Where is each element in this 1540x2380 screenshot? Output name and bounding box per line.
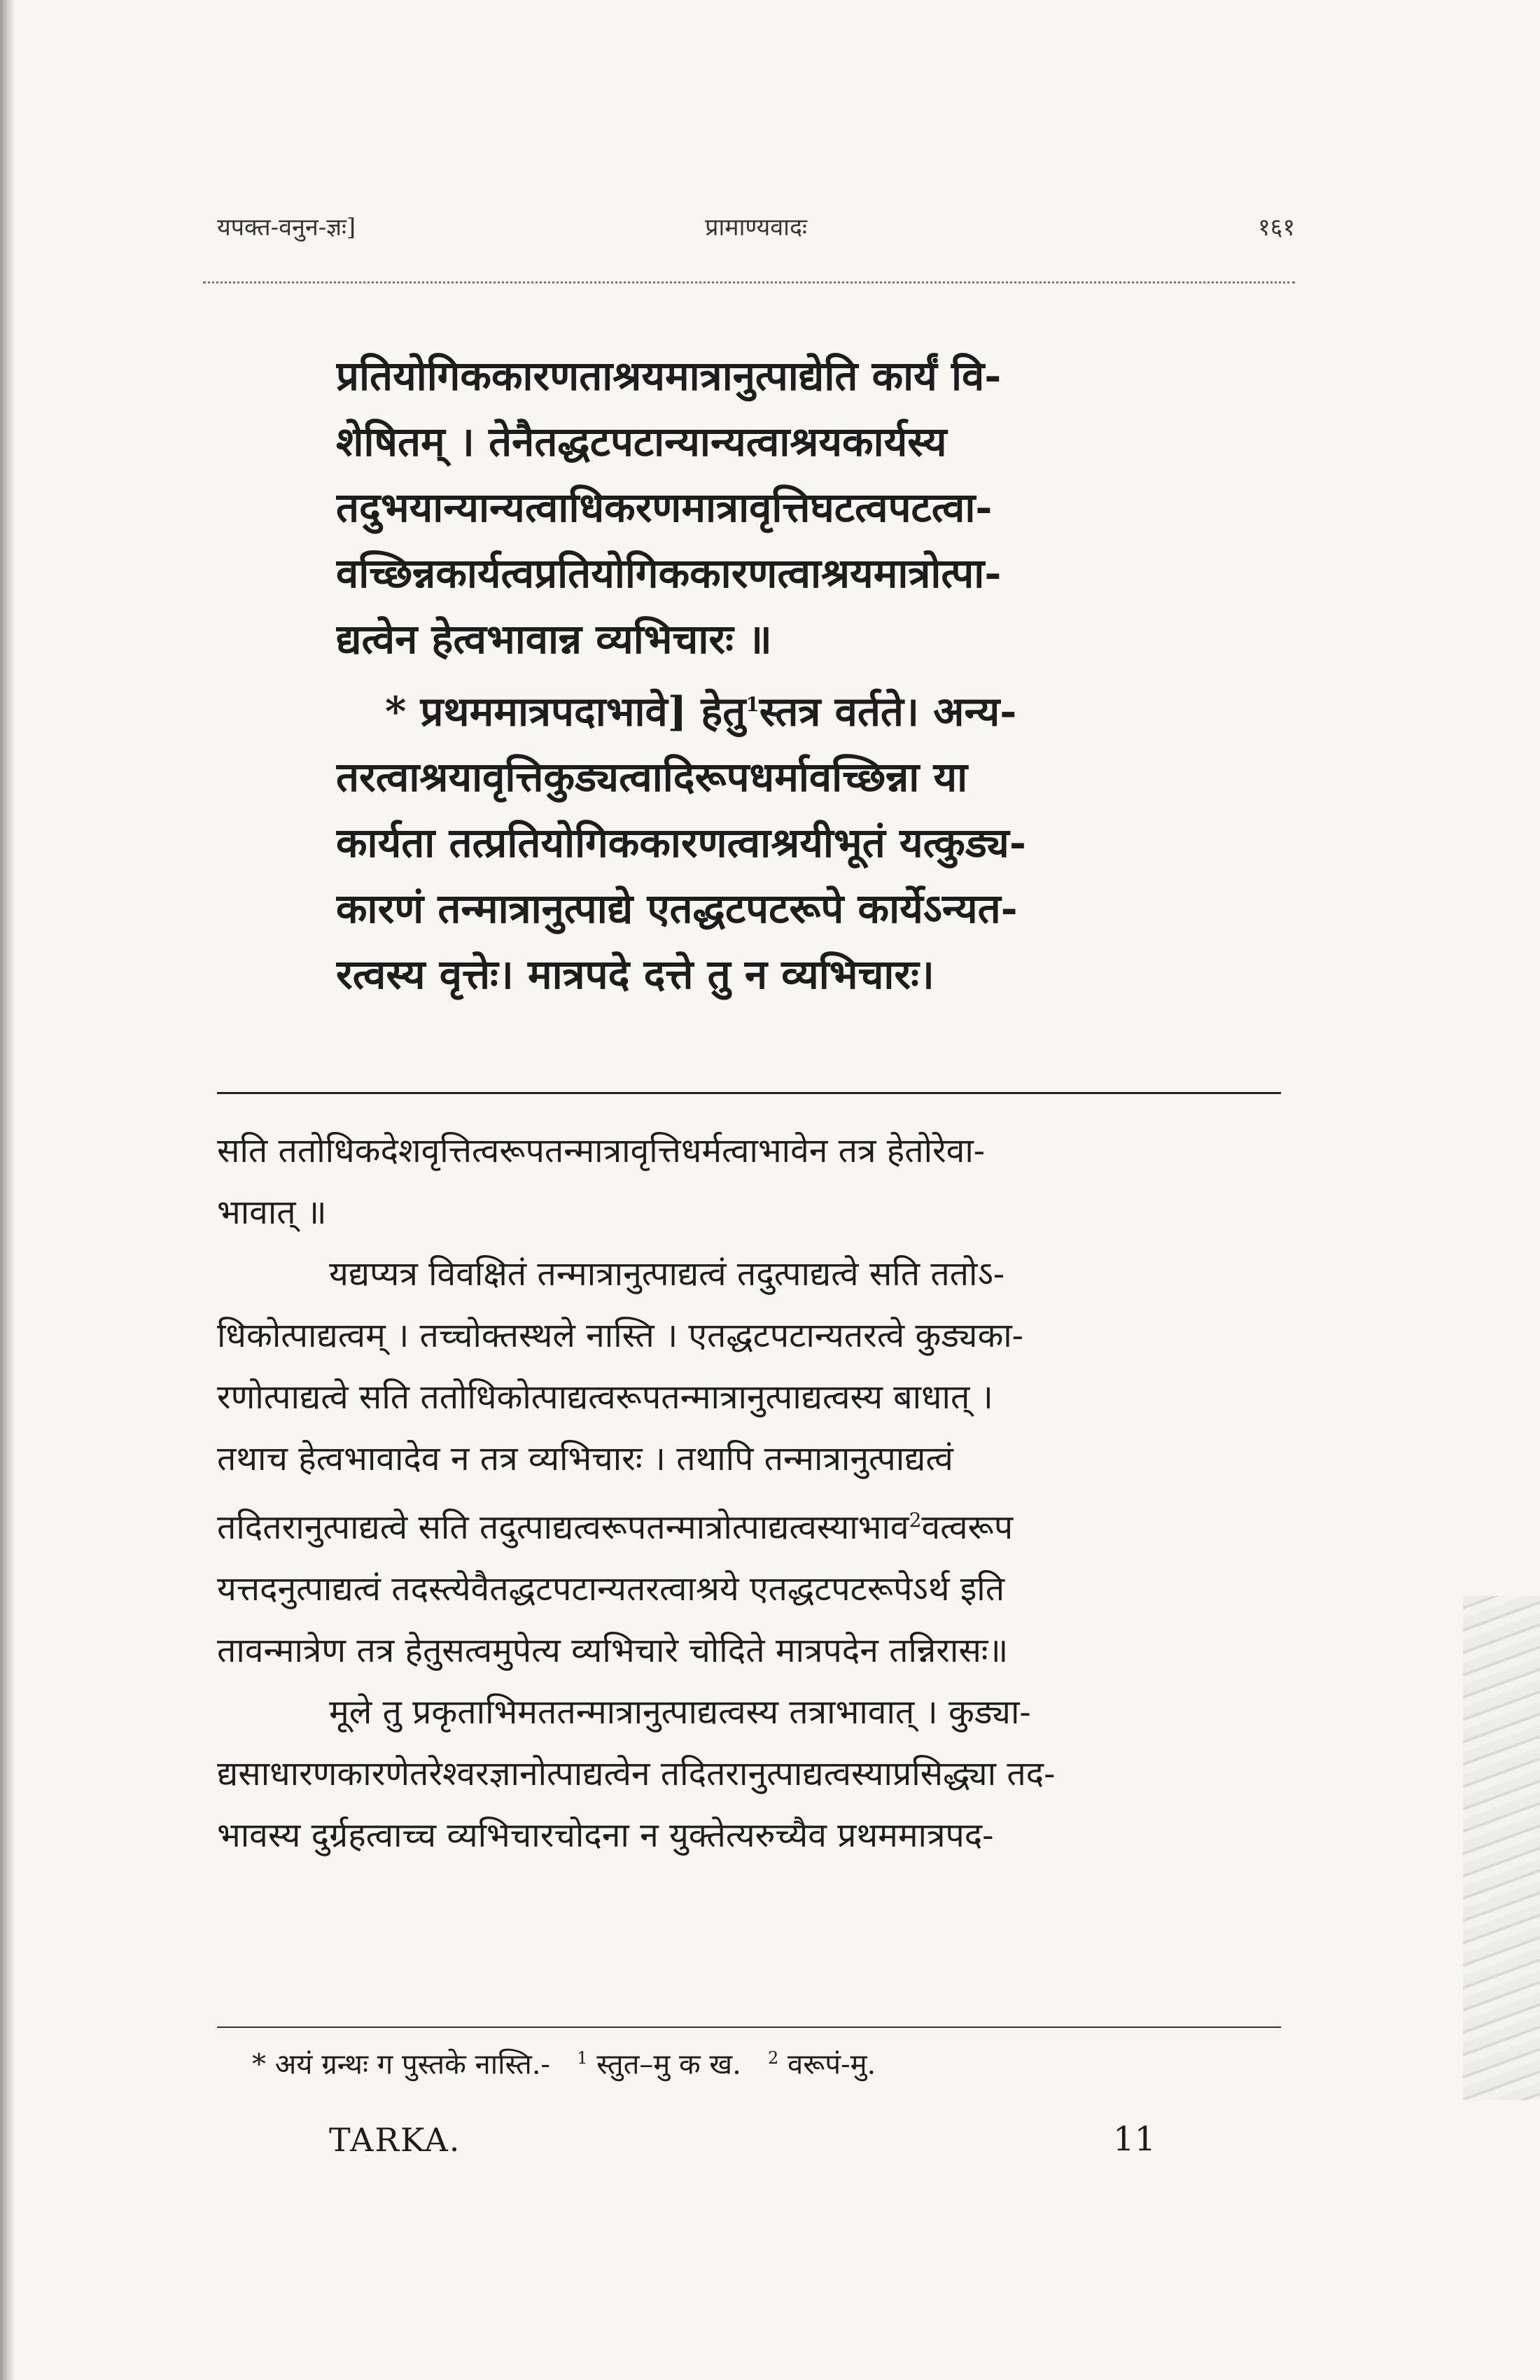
header-left: यपक्त-वनुन-ज्ञः] bbox=[217, 214, 356, 241]
footnote-marker: 2 bbox=[768, 2048, 779, 2068]
commentary-line: धिकोत्पाद्यत्वम् । तच्चोक्तस्थले नास्ति । एतद्धटपटान्यतरत्वे कुड्यका- bbox=[217, 1316, 1023, 1355]
footnote-marker: 1 bbox=[577, 2048, 588, 2068]
binding-edge bbox=[0, 0, 15, 2380]
commentary-line: द्यसाधारणकारणेतरेश्वरज्ञानोत्पाद्यत्वेन तदितरानुत्पाद्यत्वस्याप्रसिद्ध्या तद- bbox=[217, 1754, 1056, 1793]
commentary-line: तथाच हेत्वभावादेव न तत्र व्यभिचारः । तथापि तन्मात्रानुत्पाद्यत्वं bbox=[217, 1439, 953, 1478]
note-line: कारणं तन्मात्रानुत्पाद्ये एतद्धटपटरूपे कार्येऽन्यत- bbox=[336, 885, 1018, 933]
commentary-line: भावात् ॥ bbox=[217, 1193, 327, 1232]
signature-number: 11 bbox=[1113, 2120, 1156, 2159]
commentary-line: तावन्मात्रेण तत्र हेतुसत्वमुपेत्य व्यभिचारे चोदिते मात्रपदेन तन्निरासः॥ bbox=[217, 1631, 1009, 1670]
footnote-1: स्तुत–मु क ख. bbox=[596, 2048, 741, 2081]
footnote-star: * अयं ग्रन्थः ग पुस्तके नास्ति.- bbox=[252, 2048, 551, 2081]
main-text-block bbox=[336, 343, 1169, 1007]
commentary-line: मूले तु प्रकृताभिमततन्मात्रानुत्पाद्यत्वस्य तत्राभावात् । कुड्या- bbox=[329, 1693, 1031, 1732]
commentary-block bbox=[217, 1120, 1295, 1866]
note-line: रत्वस्य वृत्तेः। मात्रपदे दत्ते तु न व्यभिचारः। bbox=[336, 951, 934, 999]
note-line bbox=[336, 672, 1169, 744]
commentary-line: यद्यप्यत्र विवक्षितं तन्मात्रानुत्पाद्यत्वं तदुत्पाद्यत्वे सति ततोऽ- bbox=[329, 1254, 1005, 1294]
note-line: कार्यता तत्प्रतियोगिककारणत्वाश्रयीभूतं यत्कुड्य- bbox=[336, 819, 1026, 867]
commentary-fragment: तदितरानुत्पाद्यत्वे सति तदुत्पाद्यत्वरूपतन्मात्रोत्पाद्यत्वस्याभाव bbox=[217, 1508, 909, 1547]
commentary-line: यत्तदनुत्पाद्यत्वं तदस्त्येवैतद्धटपटान्यतरत्वाश्रये एतद्धटपटरूपेऽर्थ इति bbox=[217, 1569, 1005, 1609]
main-text-line: तदुभयान्यान्यत्वाधिकरणमात्रावृत्तिघटत्वपटत्वा- bbox=[336, 484, 993, 531]
footnote-marker: 2 bbox=[909, 1508, 922, 1532]
section-divider bbox=[217, 1092, 1281, 1094]
note-line: तरत्वाश्रयावृत्तिकुड्यत्वादिरूपधर्मावच्छिन्ना या bbox=[336, 753, 968, 802]
torn-paper-edge bbox=[1463, 1596, 1540, 2100]
header-divider bbox=[203, 281, 1295, 284]
main-text-line: द्यत्वेन हेत्वभावान्न व्यभिचारः ॥ bbox=[336, 615, 772, 663]
main-text-line: शेषितम् । तेनैतद्धटपटान्यान्यत्वाश्रयकार्यस्य bbox=[336, 418, 947, 465]
note-start: * प्रथममात्रपदाभावे] हेतु bbox=[385, 687, 746, 736]
footnote-marker: 1 bbox=[746, 693, 760, 716]
commentary-fragment: वत्वरूप bbox=[921, 1508, 1014, 1547]
commentary-line: भावस्य दुर्ग्रहत्वाच्च व्यभिचारचोदना न युक्तेत्यरुच्यैव प्रथममात्रपद- bbox=[217, 1816, 994, 1855]
main-text-line: प्रतियोगिककारणताश्रयमात्रानुत्पाद्येति कार्यं वि- bbox=[336, 352, 1002, 400]
signature-mark: TARKA. bbox=[329, 2121, 461, 2159]
running-header bbox=[217, 210, 1295, 252]
commentary-line: रणोत्पाद्यत्वे सति ततोधिकोत्पाद्यत्वरूपतन्मात्रानुत्पाद्यत्वस्य बाधात् । bbox=[217, 1378, 993, 1417]
note-rest: स्तत्र वर्तते। अन्य- bbox=[759, 687, 1017, 736]
commentary-line: सति ततोधिकदेशवृत्तित्वरूपतन्मात्रावृत्तिधर्मत्वाभावेन तत्र हेतोरेवा- bbox=[217, 1131, 986, 1170]
main-text-line: वच्छिन्नकार्यत्वप्रतियोगिककारणत्वाश्रयमात्रोत्पा- bbox=[336, 550, 1002, 597]
footnotes bbox=[252, 2037, 1232, 2085]
header-title: प्रामाण्यवादः bbox=[705, 214, 807, 241]
footnote-2: वरूपं-मु. bbox=[788, 2048, 876, 2081]
footnote-divider bbox=[217, 2026, 1281, 2028]
commentary-line bbox=[217, 1490, 1295, 1558]
header-page-number: १६१ bbox=[1257, 214, 1295, 241]
